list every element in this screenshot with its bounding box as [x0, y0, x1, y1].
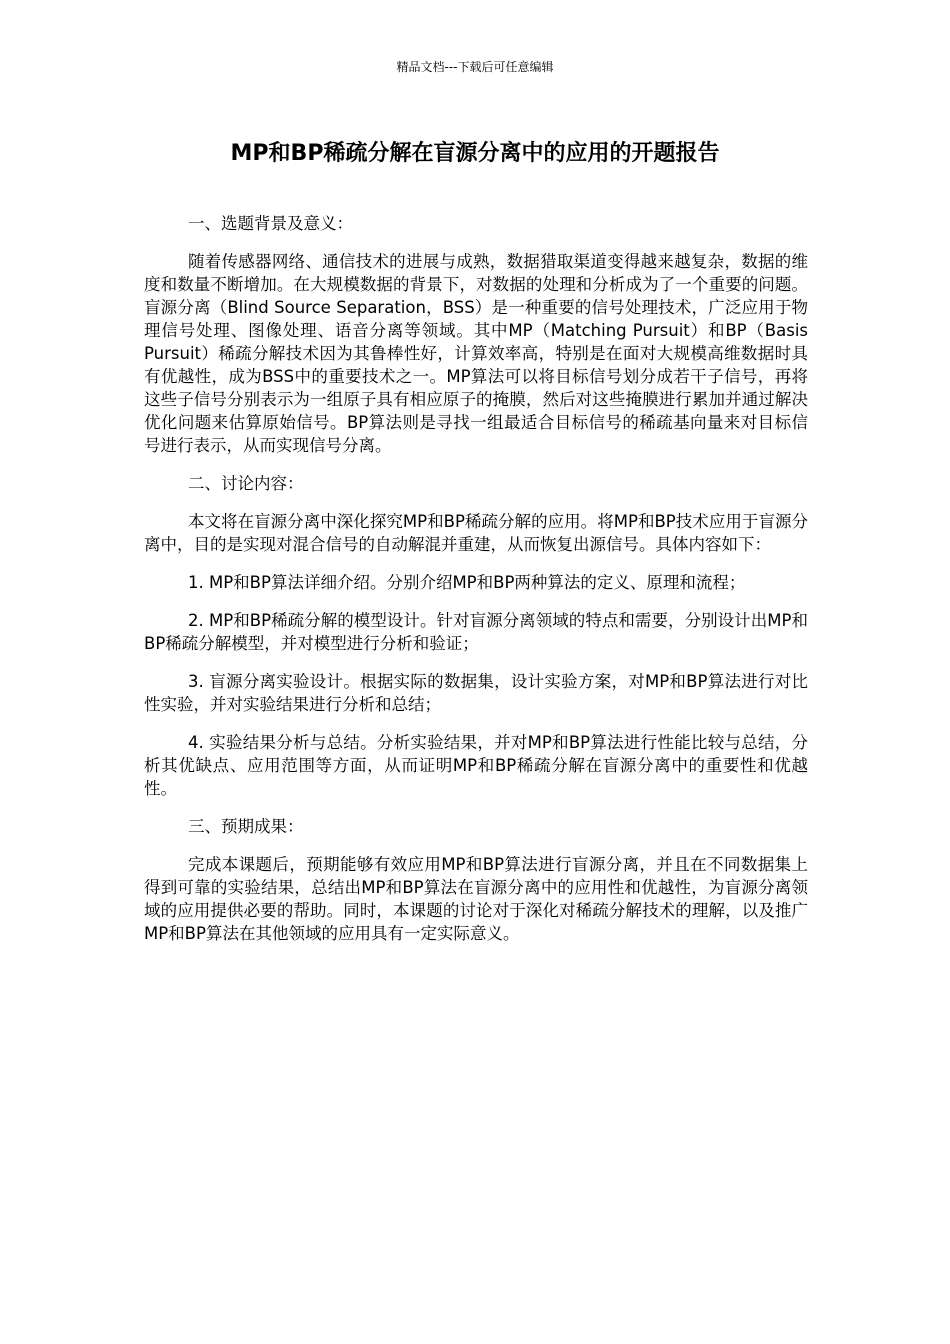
- section-heading-discussion: 二、讨论内容：: [188, 474, 304, 493]
- list-item-3: 3. 盲源分离实验设计。根据实际的数据集，设计实验方案，对MP和BP算法进行对比性实验，并对实验结果进行分析和总结；: [144, 672, 808, 714]
- paragraph-discussion: 本文将在盲源分离中深化探究MP和BP稀疏分解的应用。将MP和BP技术应用于盲源分离中，目的是实现对混合信号的自动解混并重建，从而恢复出源信号。具体内容如下：: [144, 512, 808, 554]
- document-body: [144, 212, 808, 960]
- document-title: MP和BP稀疏分解在盲源分离中的应用的开题报告: [230, 141, 720, 166]
- page-header: 精品文档---下载后可任意编辑: [396, 60, 554, 74]
- list-item-4: 4. 实验结果分析与总结。分析实验结果，并对MP和BP算法进行性能比较与总结，分析其优缺点、应用范围等方面，从而证明MP和BP稀疏分解在盲源分离中的重要性和优越性。: [144, 733, 808, 798]
- paragraph-background: 随着传感器网络、通信技术的进展与成熟，数据猎取渠道变得越来越复杂，数据的维度和数量不断增加。在大规模数据的背景下，对数据的处理和分析成为了一个重要的问题。盲源分离（Blind Source Separation，BSS）是一种重要的信号处理技术，广泛应用于物理信号处理、图像处理、语音分离等领域。其中MP（Matching Pursuit）和BP（Basis Pursuit）稀疏分解技术因为其鲁棒性好，计算效率高，特别是在面对大规模高维数据时具有优越性，成为BSS中的重要技术之一。MP算法可以将目标信号划分成若干子信号，再将这些子信号分别表示为一组原子具有相应原子的掩膜，然后对这些掩膜进行累加并通过解决优化问题来估算原始信号。BP算法则是寻找一组最适合目标信号的稀疏基向量来对目标信号进行表示，从而实现信号分离。: [144, 252, 808, 455]
- section-heading-background: 一、选题背景及意义：: [188, 214, 353, 233]
- paragraph-results: 完成本课题后，预期能够有效应用MP和BP算法进行盲源分离，并且在不同数据集上得到可靠的实验结果，总结出MP和BP算法在盲源分离中的应用性和优越性，为盲源分离领域的应用提供必要的帮助。同时，本课题的讨论对于深化对稀疏分解技术的理解，以及推广MP和BP算法在其他领域的应用具有一定实际意义。: [144, 855, 808, 943]
- list-item-1: 1. MP和BP算法详细介绍。分别介绍MP和BP两种算法的定义、原理和流程；: [188, 573, 746, 592]
- section-heading-results: 三、预期成果：: [188, 817, 304, 836]
- list-item-2: 2. MP和BP稀疏分解的模型设计。针对盲源分离领域的特点和需要，分别设计出MP和BP稀疏分解模型，并对模型进行分析和验证；: [144, 611, 808, 653]
